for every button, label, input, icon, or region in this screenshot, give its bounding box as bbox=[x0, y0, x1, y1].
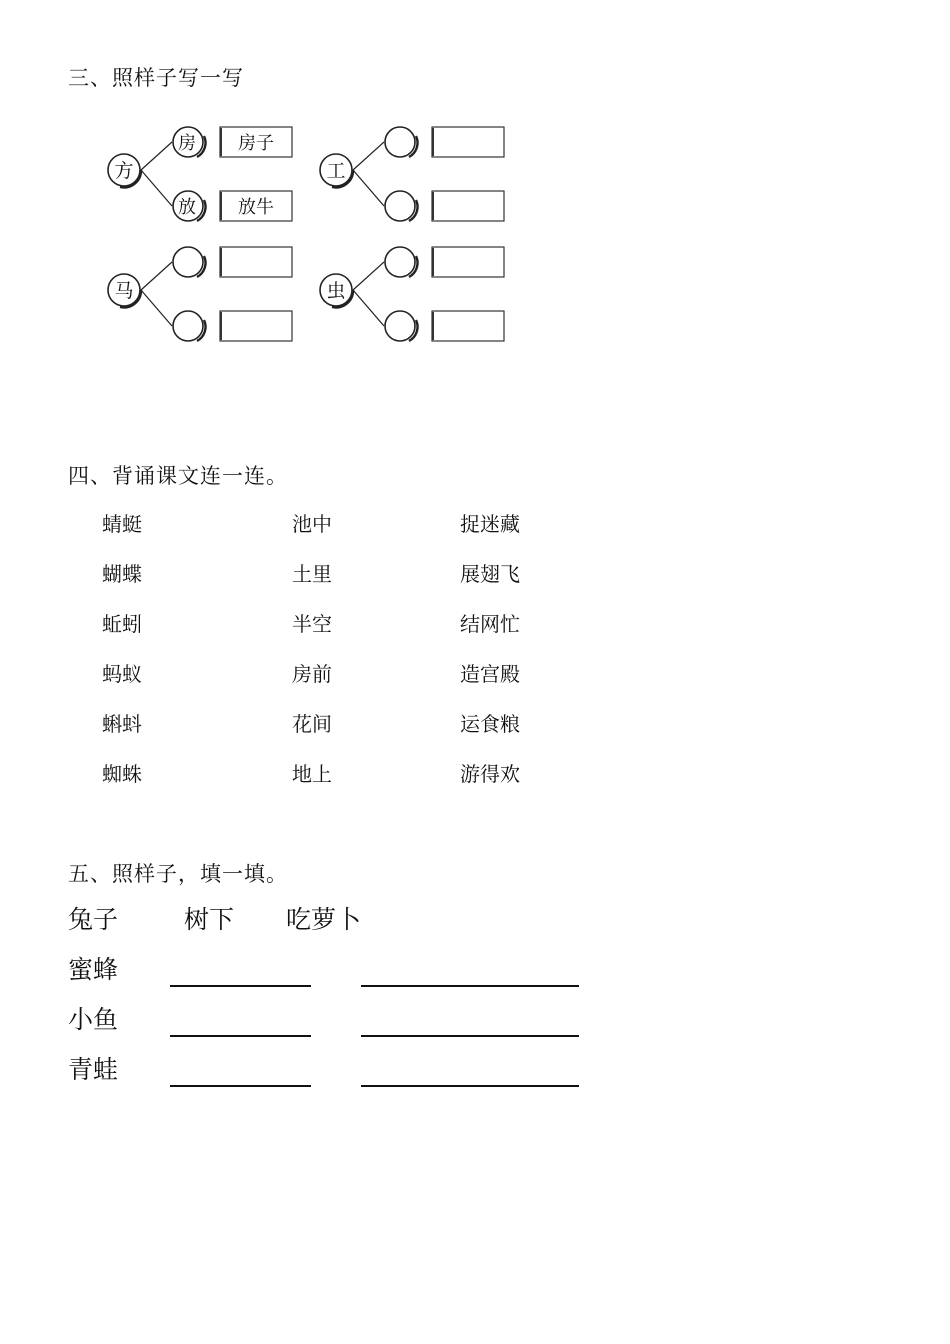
char-circle bbox=[385, 311, 415, 341]
char-circle bbox=[173, 247, 203, 277]
branch-line bbox=[141, 170, 172, 206]
branch-line bbox=[353, 262, 384, 290]
match-item-col2: 地上 bbox=[292, 762, 332, 786]
radical-word-diagram bbox=[100, 112, 520, 352]
blank-action[interactable] bbox=[361, 1035, 579, 1037]
char-circle bbox=[385, 191, 415, 221]
word-box bbox=[220, 247, 292, 277]
root-char: 方 bbox=[114, 160, 134, 182]
row-subject: 蜜蜂 bbox=[68, 955, 119, 984]
blank-place[interactable] bbox=[170, 985, 311, 987]
root-char: 虫 bbox=[326, 280, 346, 302]
match-item-col1: 蚯蚓 bbox=[102, 612, 142, 636]
word-text: 房子 bbox=[238, 133, 274, 154]
section5-heading: 五、照样子，填一填。 bbox=[68, 862, 288, 886]
char-circle bbox=[173, 311, 203, 341]
match-item-col3: 展翅飞 bbox=[460, 562, 520, 586]
blank-action[interactable] bbox=[361, 985, 579, 987]
word-box bbox=[432, 311, 504, 341]
match-item-col3: 结网忙 bbox=[460, 612, 520, 636]
word-text: 放牛 bbox=[238, 197, 274, 218]
row-subject: 青蛙 bbox=[68, 1055, 119, 1084]
word-box bbox=[220, 311, 292, 341]
blank-place[interactable] bbox=[170, 1035, 311, 1037]
match-item-col1: 蚂蚁 bbox=[102, 662, 142, 686]
section3-heading: 三、照样子写一写 bbox=[68, 66, 244, 90]
match-item-col2: 房前 bbox=[292, 662, 332, 686]
match-item-col3: 游得欢 bbox=[460, 762, 520, 786]
radical-group bbox=[108, 247, 292, 341]
example-word: 树下 bbox=[184, 905, 235, 934]
radical-group bbox=[320, 247, 504, 341]
char-circle bbox=[385, 127, 415, 157]
word-box bbox=[432, 247, 504, 277]
branch-line bbox=[353, 290, 384, 326]
word-box bbox=[432, 191, 504, 221]
row-subject: 小鱼 bbox=[68, 1005, 119, 1034]
match-item-col1: 蝌蚪 bbox=[102, 712, 142, 736]
radical-group bbox=[320, 127, 504, 221]
word-box bbox=[432, 127, 504, 157]
example-word: 兔子 bbox=[68, 905, 119, 934]
blank-action[interactable] bbox=[361, 1085, 579, 1087]
match-item-col3: 捉迷藏 bbox=[460, 512, 520, 536]
match-item-col2: 土里 bbox=[292, 562, 332, 586]
radical-group bbox=[108, 127, 292, 221]
match-item-col3: 运食粮 bbox=[460, 712, 520, 736]
branch-line bbox=[141, 142, 172, 170]
branch-line bbox=[141, 262, 172, 290]
blank-place[interactable] bbox=[170, 1085, 311, 1087]
match-item-col2: 池中 bbox=[292, 512, 332, 536]
section4-heading: 四、背诵课文连一连。 bbox=[68, 464, 288, 488]
example-word: 吃萝卜 bbox=[286, 905, 362, 934]
match-item-col2: 花间 bbox=[292, 712, 332, 736]
match-item-col1: 蜘蛛 bbox=[102, 762, 142, 786]
branch-line bbox=[353, 142, 384, 170]
match-item-col1: 蝴蝶 bbox=[102, 562, 142, 586]
match-item-col1: 蜻蜓 bbox=[102, 512, 142, 536]
branch-line bbox=[353, 170, 384, 206]
match-item-col3: 造宫殿 bbox=[460, 662, 520, 686]
branch-char: 房 bbox=[178, 133, 196, 154]
branch-line bbox=[141, 290, 172, 326]
char-circle bbox=[385, 247, 415, 277]
root-char: 工 bbox=[326, 160, 346, 182]
root-char: 马 bbox=[114, 280, 134, 302]
branch-char: 放 bbox=[178, 197, 196, 218]
match-item-col2: 半空 bbox=[292, 612, 332, 636]
